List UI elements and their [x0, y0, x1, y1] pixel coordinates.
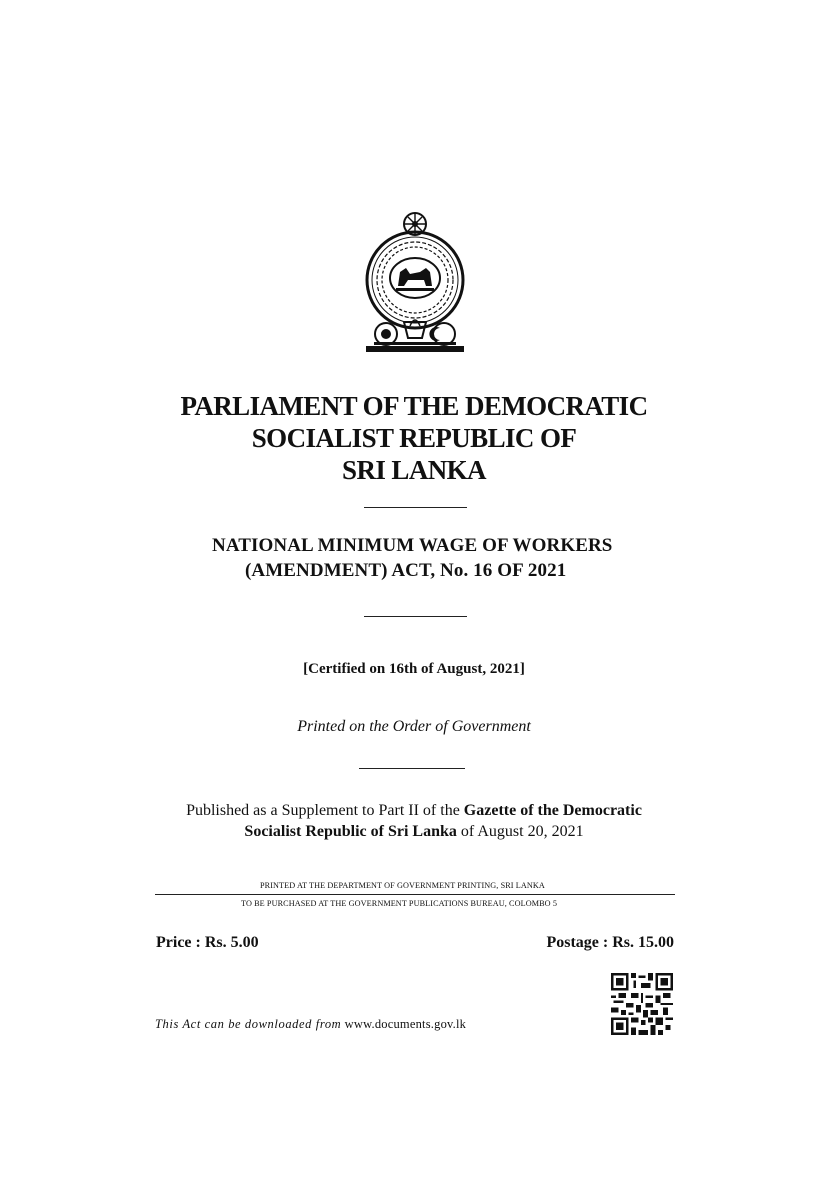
title-line-1: PARLIAMENT OF THE DEMOCRATIC [180, 391, 648, 421]
publication-prefix: Published as a Supplement to Part II of the [186, 802, 464, 819]
price: Price : Rs. 5.00 [156, 934, 259, 951]
printed-order: Printed on the Order of Government [297, 718, 531, 735]
purchase-at: TO BE PURCHASED AT THE GOVERNMENT PUBLICATIONS BUREAU, COLOMBO 5 [241, 899, 558, 908]
download-note [155, 1017, 466, 1032]
publication-suffix: of August 20, 2021 [456, 823, 584, 840]
publication-line-2 [0, 821, 828, 842]
qr-code-icon [611, 973, 673, 1035]
page-title [0, 390, 828, 486]
sri-lanka-emblem-icon [360, 210, 470, 356]
download-text: This Act can be downloaded from [155, 1017, 342, 1031]
publication-line-1 [0, 800, 828, 821]
title-line-3: SRI LANKA [342, 455, 486, 485]
download-url[interactable]: www.documents.gov.lk [344, 1017, 467, 1031]
gazette-name-part-2: Socialist Republic of Sri Lanka [244, 823, 457, 840]
divider [364, 616, 467, 617]
title-line-2: SOCIALIST REPUBLIC OF [251, 423, 577, 453]
divider [364, 507, 467, 508]
publication-note [0, 800, 828, 842]
printing-divider [155, 894, 675, 895]
postage: Postage : Rs. 15.00 [546, 934, 674, 951]
printed-at: PRINTED AT THE DEPARTMENT OF GOVERNMENT PRINTING, SRI LANKA [260, 881, 545, 890]
gazette-name-part-1: Gazette of the Democratic [463, 802, 642, 819]
act-title-line-1: NATIONAL MINIMUM WAGE OF WORKERS [212, 535, 613, 556]
act-title-line-2: (AMENDMENT) ACT, No. 16 OF 2021 [245, 560, 567, 581]
certified-date: [Certified on 16th of August, 2021] [303, 661, 525, 677]
divider [359, 768, 465, 769]
